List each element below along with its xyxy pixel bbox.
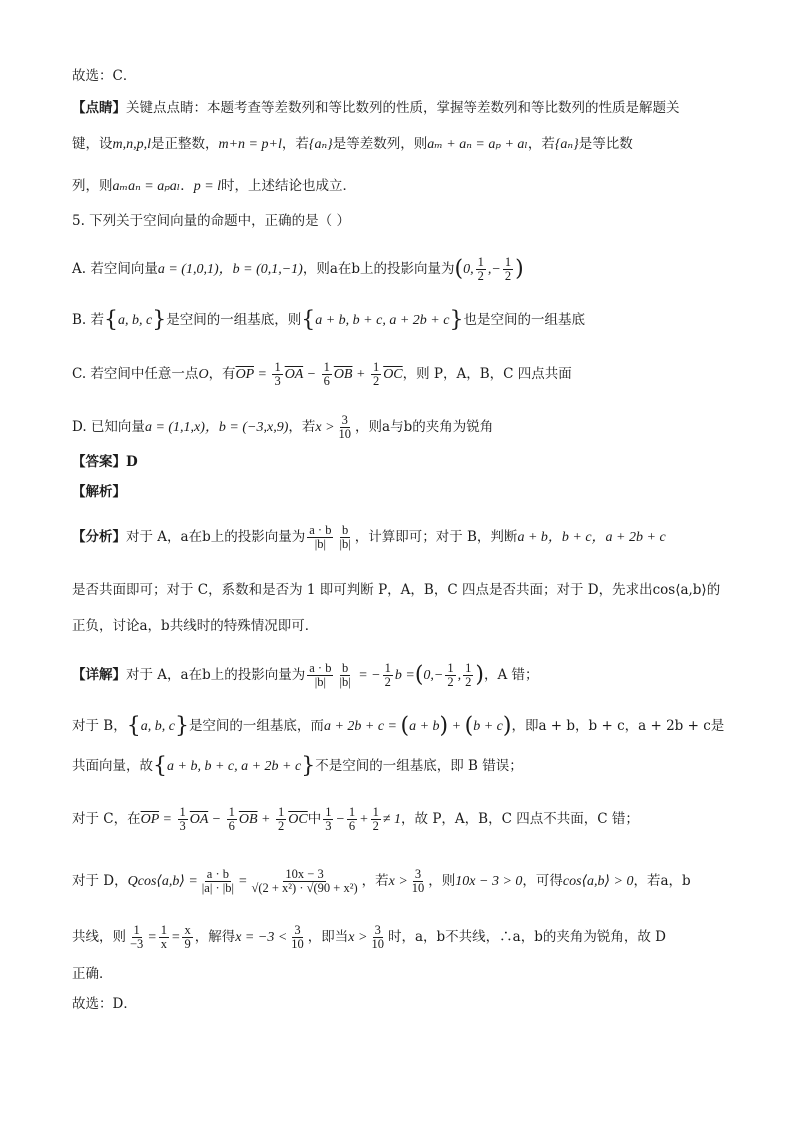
brace: { [104, 307, 119, 333]
math: a, b, c [118, 313, 153, 328]
xiangjie-b-line-1 [72, 713, 725, 739]
fraction [445, 662, 455, 689]
text: ，计算即可；对于 B，判断 [354, 529, 518, 545]
den: |b| [339, 537, 351, 551]
math: a = (1,0,1) [157, 262, 219, 277]
math: + [257, 812, 274, 827]
den: 2 [372, 819, 379, 833]
text: 是空间的一组基底，而 [188, 718, 324, 734]
math: ,− [487, 262, 501, 277]
den: 2 [447, 675, 454, 689]
math: = [238, 874, 248, 889]
fraction [322, 361, 332, 388]
fraction [410, 868, 427, 895]
fraction [249, 868, 359, 895]
den: 6 [348, 819, 356, 833]
num: b [341, 661, 349, 675]
key-point-line-2 [72, 134, 633, 155]
vector: $\overline{OA}$ [189, 812, 209, 827]
answer-line [72, 452, 138, 472]
text: 共面向量，故 [72, 758, 153, 774]
text: ，有 [208, 366, 236, 382]
math: a + 2b + c = [323, 719, 401, 734]
math: ，b = (0,1,−1) [218, 262, 303, 277]
math: + [359, 812, 369, 827]
math: cos⟨a,b⟩ = [137, 874, 198, 889]
text: ，则 P，A，B，C 四点共面 [402, 366, 572, 382]
text: 共线，则 [72, 929, 126, 945]
text: 不是空间的一组基底，即 B 错误； [315, 758, 523, 774]
paren: ( [454, 256, 464, 282]
num: 1 [278, 805, 285, 819]
math: = [171, 930, 181, 945]
math: − [335, 812, 345, 827]
num: 3 [374, 923, 381, 937]
math: 0,− [423, 668, 444, 683]
den: |b| [314, 537, 326, 551]
math: {aₙ} [308, 137, 333, 152]
fraction [463, 662, 473, 689]
vector: $\overline{OP}$ [140, 812, 160, 827]
vector: $\overline{OA}$ [284, 367, 304, 382]
fraction [276, 806, 286, 833]
text: 5. 下列关于空间向量的命题中，正确的是（ ） [72, 213, 350, 229]
num: 1 [323, 360, 330, 374]
paren: ( [414, 662, 424, 688]
final-answer-line [72, 994, 137, 1014]
key-point-line-3 [72, 176, 356, 197]
num: 1 [179, 805, 186, 819]
fraction [337, 524, 352, 551]
math: a, b, c [140, 719, 175, 734]
fraction [200, 868, 236, 895]
text: 对于 A，a在b上的投影向量为 [126, 667, 306, 683]
den: 10 [291, 937, 304, 951]
vector: $\overline{OB}$ [333, 367, 353, 382]
option-d [72, 414, 493, 441]
brace: } [301, 753, 316, 779]
fenxi-tag: 【分析】 [72, 529, 126, 545]
den: 2 [372, 374, 380, 388]
text: 列，则 [72, 178, 113, 194]
fraction [337, 662, 352, 689]
text: 是空间的一组基底，则 [166, 312, 302, 328]
math: x > [348, 930, 368, 945]
paren: ) [515, 256, 524, 282]
num: 3 [341, 413, 348, 427]
math: b + c [473, 719, 503, 734]
prev-answer-line [72, 66, 136, 86]
option-b [72, 307, 585, 333]
fraction [178, 806, 188, 833]
text: D. 已知向量 [72, 419, 145, 435]
paren: ) [439, 713, 449, 739]
math: 10x − 3 > 0 [455, 874, 523, 889]
fraction [128, 924, 145, 951]
num: 10x − 3 [285, 867, 324, 881]
key-point-paragraph [72, 98, 680, 118]
den: 9 [184, 937, 191, 951]
math: aₘ + aₙ = aₚ + aₗ [427, 137, 528, 152]
math: m+n = p+l [218, 137, 282, 152]
text: C. 若空间中任意一点 [72, 366, 199, 382]
question-5-stem [72, 211, 350, 231]
text: 是否共面即可；对于 C，系数和是否为 1 即可判断 P，A，B，C 四点是否共面；对于 D，先求出cos⟨a,b⟩的 [72, 582, 721, 598]
text: 对于 D， [72, 873, 128, 889]
text: ，解得 [194, 929, 236, 945]
den: x [160, 937, 168, 951]
fraction [182, 924, 192, 951]
den: 10 [371, 937, 384, 951]
text: ，则 [428, 873, 456, 889]
fraction [323, 806, 333, 833]
text: ，故 P，A，B，C 四点不共面，C 错； [401, 811, 639, 827]
analysis-heading [72, 482, 126, 502]
math: cos⟨a,b⟩ > 0 [562, 874, 634, 889]
text: ，若 [281, 136, 309, 152]
den: 6 [228, 819, 235, 833]
math: = [159, 812, 176, 827]
math: − [208, 812, 225, 827]
num: 1 [160, 923, 168, 937]
num: 1 [504, 255, 512, 269]
paren: ) [502, 713, 512, 739]
brace: { [153, 753, 167, 779]
text: 是正整数， [151, 136, 219, 152]
text: 是等差数列，则 [332, 136, 428, 152]
fraction [159, 924, 169, 951]
den: 2 [504, 269, 512, 283]
fraction [371, 361, 381, 388]
math: = − [354, 668, 381, 683]
den: 10 [411, 881, 425, 895]
text: 是等比数 [578, 136, 633, 152]
fraction [289, 924, 306, 951]
text: 对于 C，在 [72, 811, 141, 827]
math: m,n,p,l [112, 137, 151, 152]
den: −3 [130, 937, 144, 951]
math: x > [388, 874, 408, 889]
text: ，则a在b上的投影向量为 [302, 261, 455, 277]
brace: } [174, 713, 189, 739]
text: 正确． [72, 966, 113, 982]
math: p = l [193, 179, 222, 194]
xiangjie-d-line-2 [72, 924, 666, 951]
num: 1 [348, 805, 356, 819]
fenxi-line-2 [72, 580, 720, 600]
text: 中 [307, 811, 322, 827]
math: , [457, 668, 462, 683]
text: ，若 [361, 873, 389, 889]
den: |b| [314, 675, 326, 689]
num: 1 [372, 360, 380, 374]
text: 也是空间的一组基底 [463, 312, 585, 328]
analysis-tag: 【解析】 [72, 484, 126, 500]
key-point-tag: 【点睛】 [72, 100, 126, 116]
math: − [303, 367, 320, 382]
math: x > [315, 420, 335, 435]
fraction [383, 662, 393, 689]
math: a + b, b + c, a + 2b + c [167, 759, 302, 774]
den: 10 [338, 427, 352, 441]
xiangjie-tag: 【详解】 [72, 667, 126, 683]
vector: $\overline{OC}$ [383, 367, 403, 382]
den: 2 [465, 675, 472, 689]
text: 键，设 [72, 136, 113, 152]
math: aₘaₙ = aₚaₗ [112, 179, 181, 194]
math: + [448, 719, 465, 734]
text: ，若 [288, 419, 316, 435]
math: a + b，b + c，a + 2b + c [517, 530, 666, 545]
math: a + b, b + c, a + 2b + c [315, 313, 450, 328]
vector: $\overline{OB}$ [238, 812, 258, 827]
num: x [184, 923, 191, 937]
num: 1 [228, 805, 235, 819]
option-a [72, 256, 524, 283]
math: a = (1,1,x) [144, 420, 205, 435]
math: b = [394, 668, 415, 683]
num: 1 [477, 255, 484, 269]
math: 0, [463, 262, 474, 277]
text: ． [180, 178, 194, 194]
xiangjie-d-line-3 [72, 964, 113, 984]
num: a · b [309, 661, 332, 675]
paren: ( [464, 713, 474, 739]
math: = [253, 367, 271, 382]
brace: } [449, 307, 464, 333]
paren: ) [475, 662, 484, 688]
den: |a| · |b| [201, 881, 235, 895]
brace: { [126, 713, 141, 739]
text: ，若a，b [633, 873, 691, 889]
fraction [307, 524, 333, 551]
text: ，A 错； [483, 667, 539, 683]
text: 时，上述结论也成立． [221, 178, 357, 194]
text: 时，a，b不共线，∴a，b的夹角为锐角，故 D [387, 929, 666, 945]
num: 1 [325, 805, 332, 819]
text: 正负，讨论a，b共线时的特殊情况即可． [72, 618, 319, 634]
den: 2 [278, 819, 285, 833]
math: Q [127, 874, 138, 889]
fraction [347, 806, 357, 833]
fraction [369, 924, 386, 951]
num: 1 [465, 661, 472, 675]
num: b [341, 523, 349, 537]
paren: ( [400, 713, 410, 739]
fenxi-line-1 [72, 524, 666, 551]
text: ，即a + b，b + c，a + 2b + c是 [511, 718, 725, 734]
xiangjie-line-1 [72, 662, 539, 689]
num: 1 [372, 805, 379, 819]
vector: $\overline{OC}$ [288, 812, 308, 827]
fraction [476, 256, 486, 283]
num: 1 [384, 661, 391, 675]
math: a + b [409, 719, 440, 734]
text: A. 若空间向量 [72, 261, 158, 277]
option-c [72, 361, 572, 388]
fraction [337, 414, 354, 441]
xiangjie-d-line-1 [72, 868, 691, 895]
num: 3 [414, 867, 422, 881]
den: 3 [179, 819, 186, 833]
xiangjie-c-line [72, 806, 639, 833]
xiangjie-b-line-2 [72, 753, 523, 779]
text: ，可得 [522, 873, 563, 889]
den: √(2 + x²) · √(90 + x²) [251, 881, 358, 895]
num: a · b [309, 523, 332, 537]
fraction [503, 256, 513, 283]
text: 关键点点睛：本题考查等差数列和等比数列的性质，掌握等差数列和等比数列的性质是解题关 [126, 100, 680, 116]
fraction [371, 806, 381, 833]
math: x = −3 < [235, 930, 288, 945]
num: 3 [294, 923, 301, 937]
fraction [227, 806, 237, 833]
answer-tag: 【答案】D [72, 454, 138, 470]
math: {aₙ} [554, 137, 579, 152]
fraction [272, 361, 282, 388]
den: 2 [384, 675, 391, 689]
vector: $\overline{OP}$ [235, 367, 254, 382]
text: B. 若 [72, 312, 105, 328]
fraction [307, 662, 333, 689]
den: 2 [477, 269, 484, 283]
text: 故选：C． [72, 68, 137, 84]
text: 对于 A，a在b上的投影向量为 [126, 529, 306, 545]
den: 6 [323, 374, 330, 388]
math: ≠ 1 [382, 812, 402, 827]
text: ，则a与b的夹角为锐角 [355, 419, 494, 435]
num: 1 [133, 923, 140, 937]
fenxi-line-3 [72, 616, 318, 636]
num: 1 [447, 661, 454, 675]
brace: { [301, 307, 316, 333]
den: 3 [274, 374, 281, 388]
text: ，即当 [307, 929, 349, 945]
text: ，若 [527, 136, 555, 152]
den: 3 [325, 819, 332, 833]
math: O [198, 367, 209, 382]
num: a · b [206, 867, 230, 881]
den: |b| [339, 675, 351, 689]
math: + [352, 367, 369, 382]
math: = [147, 930, 157, 945]
brace: } [152, 307, 167, 333]
text: 对于 B， [72, 718, 127, 734]
math: ，b = (−3,x,9) [204, 420, 289, 435]
num: 1 [274, 360, 281, 374]
text: 故选：D． [72, 996, 137, 1012]
